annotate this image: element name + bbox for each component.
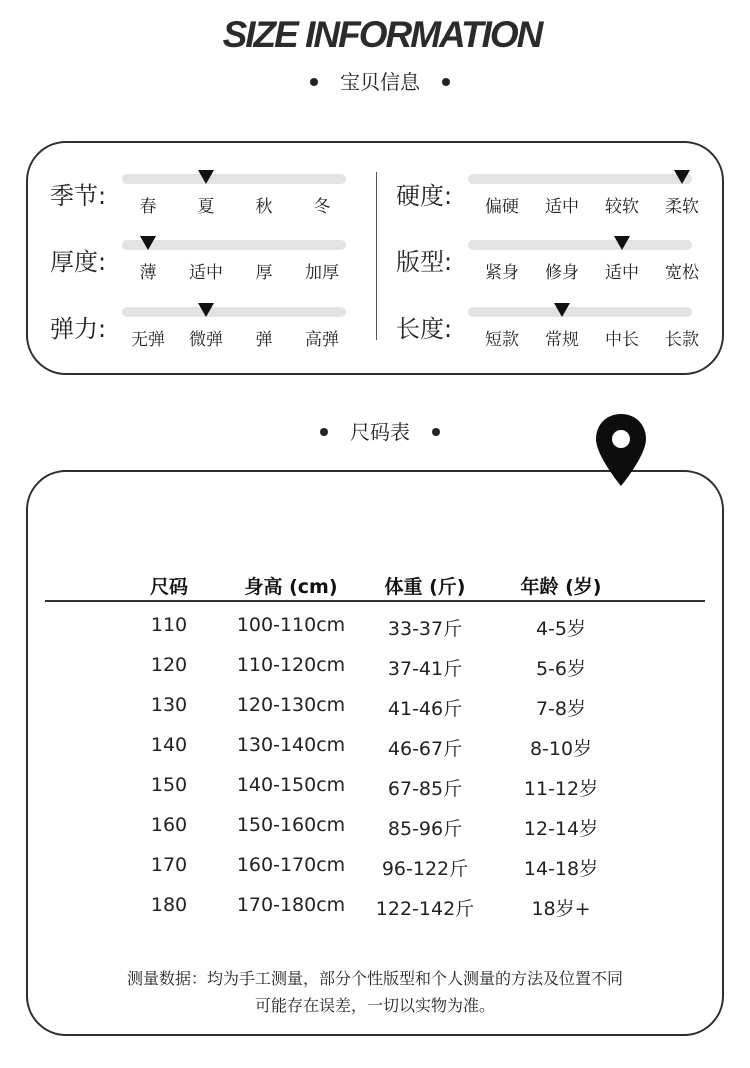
attribute-selected-marker [554,303,570,317]
table-cell: 11-12岁 [523,778,599,800]
measurement-note-line-2: 可能存在误差，一切以实物为准。 [254,996,495,1015]
page-title: SIZE INFORMATION [222,14,542,55]
section-heading-label: 宝贝信息 [340,70,420,94]
attribute-option: 常规 [545,330,579,350]
attribute-option: 冬 [313,197,331,217]
attribute-option: 适中 [189,263,223,283]
attribute-option: 偏硬 [485,197,519,217]
attribute-option: 微弹 [189,330,223,350]
table-cell: 18岁+ [531,898,591,920]
table-header-cell: 年龄 (岁) [520,576,602,598]
table-cell: 170-180cm [236,894,346,916]
attribute-option: 短款 [485,330,519,350]
table-header-cell: 体重 (斤) [384,576,466,598]
table-cell: 8-10岁 [529,738,593,760]
attribute-right-2 [396,297,736,365]
attribute-label: 版型: [396,248,453,276]
attribute-selected-marker [140,236,156,250]
table-header-rule [45,600,705,602]
table-cell: 150-160cm [236,814,346,836]
table-cell: 100-110cm [236,614,346,636]
attribute-option: 宽松 [665,263,699,283]
attribute-option: 适中 [605,263,639,283]
table-cell: 37-41斤 [387,658,463,680]
attribute-option: 秋 [255,197,273,217]
table-cell: 140 [150,734,188,756]
bullet-dot [320,428,328,436]
table-cell: 33-37斤 [387,618,463,640]
table-cell: 130-140cm [236,734,346,756]
attribute-option: 厚 [255,263,273,283]
attribute-option: 春 [139,197,157,217]
attribute-selected-marker [674,170,690,184]
attribute-option: 中长 [605,330,639,350]
section-heading-product-info [0,66,750,95]
attribute-selected-marker [198,303,214,317]
attribute-option: 薄 [139,263,157,283]
attribute-option: 柔软 [665,197,699,217]
attribute-option: 夏 [197,197,215,217]
table-cell: 7-8岁 [535,698,587,720]
attribute-left-1 [50,230,390,298]
attribute-label: 硬度: [396,182,453,210]
measurement-note-line-1: 测量数据：均为手工测量，部分个性版型和个人测量的方法及位置不同 [126,969,623,988]
attribute-label: 季节: [50,182,107,210]
table-cell: 120 [150,654,188,676]
table-cell: 150 [150,774,188,796]
attribute-option: 弹 [255,330,273,350]
table-cell: 110 [150,614,188,636]
table-cell: 140-150cm [236,774,346,796]
table-cell: 85-96斤 [387,818,463,840]
table-cell: 4-5岁 [535,618,587,640]
attribute-track [468,307,692,317]
attribute-right-1 [396,230,736,298]
attribute-option: 长款 [665,330,699,350]
attribute-option: 高弹 [305,330,339,350]
bullet-dot [432,428,440,436]
attribute-left-2 [50,297,390,365]
table-cell: 160 [150,814,188,836]
attribute-label: 长度: [396,315,453,343]
table-cell: 110-120cm [236,654,346,676]
section-heading-label: 尺码表 [350,420,410,444]
table-cell: 170 [150,854,188,876]
table-cell: 67-85斤 [387,778,463,800]
attribute-label: 弹力: [50,315,107,343]
attribute-track [122,174,346,184]
table-cell: 130 [150,694,188,716]
attribute-track [468,240,692,250]
table-cell: 122-142斤 [375,898,475,920]
attribute-label: 厚度: [50,248,107,276]
attribute-option: 适中 [545,197,579,217]
attribute-selected-marker [614,236,630,250]
attribute-option: 紧身 [485,263,519,283]
attribute-option: 修身 [545,263,579,283]
attribute-selected-marker [198,170,214,184]
attribute-option: 加厚 [305,263,339,283]
table-header-cell: 尺码 [149,576,188,598]
table-cell: 41-46斤 [387,698,463,720]
table-cell: 12-14岁 [523,818,599,840]
table-cell: 160-170cm [236,854,346,876]
map-pin-icon [594,412,648,488]
table-cell: 14-18岁 [523,858,599,880]
attribute-option: 无弹 [131,330,165,350]
attribute-track [122,307,346,317]
attribute-left-0 [50,164,390,232]
table-cell: 180 [150,894,188,916]
attribute-track [468,174,692,184]
attribute-option: 较软 [605,197,639,217]
table-cell: 96-122斤 [381,858,469,880]
table-cell: 120-130cm [236,694,346,716]
table-cell: 46-67斤 [387,738,463,760]
bullet-dot [310,78,318,86]
attribute-right-0 [396,164,736,232]
table-cell: 5-6岁 [535,658,587,680]
table-header-cell: 身高 (cm) [244,576,338,598]
bullet-dot [442,78,450,86]
